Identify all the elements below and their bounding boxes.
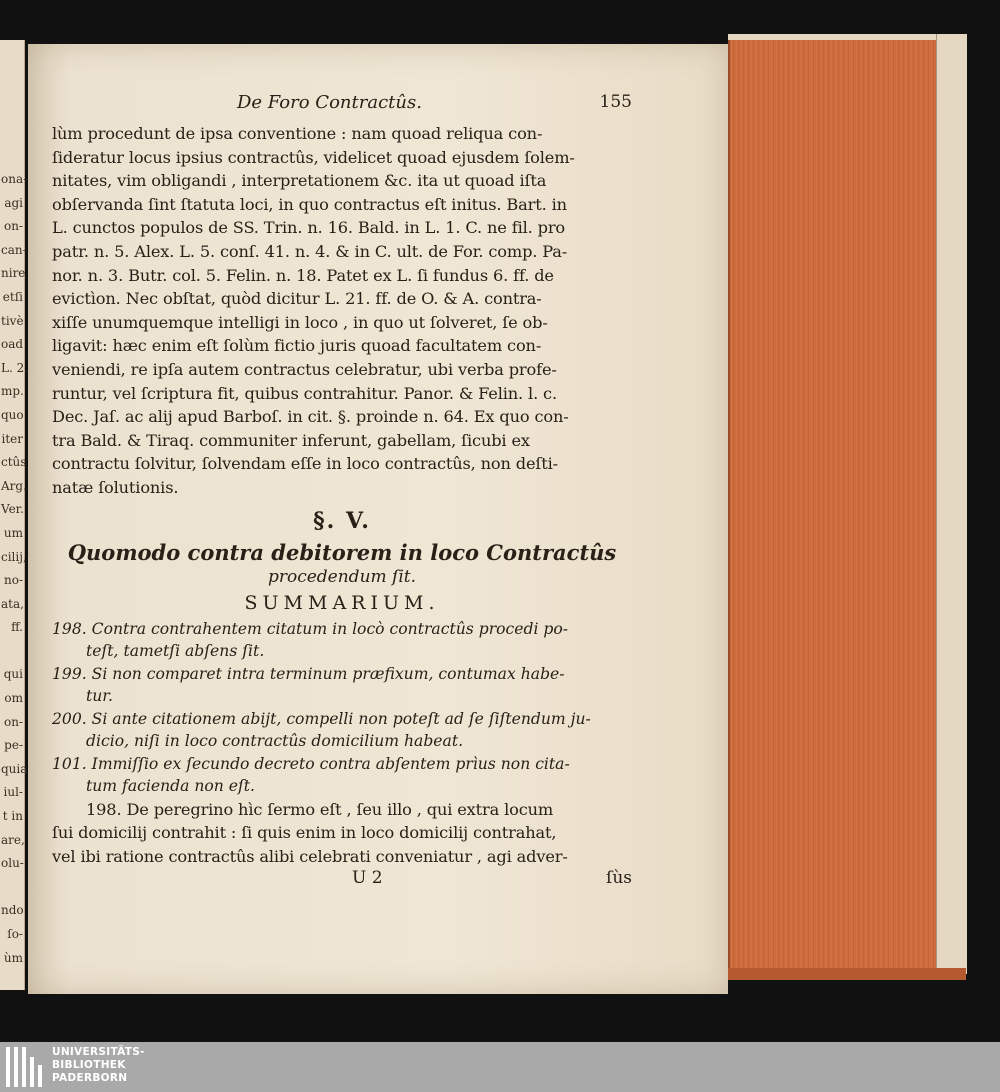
previous-page-fragment: mp.	[1, 384, 24, 399]
previous-page-fragment	[1, 876, 23, 900]
page-header	[52, 92, 632, 122]
body-paragraph-bottom	[52, 798, 632, 869]
text-line: veniendi, re ipſa autem contractus celebratur, ubi verba profe-	[52, 359, 557, 379]
text-line: runtur, vel ſcriptura fit, quibus contrahitur. Panor. & Felin. l. c.	[52, 383, 557, 403]
text-line: xiſſe unumquemque intelligi in loco , in quo ut ſolveret, ſe ob-	[52, 312, 548, 332]
summarium-title: SUMMARIUM.	[244, 591, 440, 614]
previous-page-fragment: no-	[3, 573, 23, 588]
text-line: nitates, vim obligandi , interpretationem &c. ita ut quoad iſta	[52, 171, 547, 191]
previous-page-fragment: ata,	[1, 596, 24, 611]
previous-page-fragment: ndo	[1, 903, 24, 918]
text-line: natæ ſolutionis.	[52, 477, 179, 497]
previous-page-fragment: cilij,	[1, 549, 27, 564]
previous-page-fragment: iter	[1, 431, 23, 446]
page-text	[52, 92, 632, 892]
text-line: ſui domicilij contrahit : ſi quis enim in loco domicilij contrahat,	[52, 823, 557, 843]
library-name-line-3: PADERBORN	[52, 1072, 128, 1084]
signature-mark: U 2	[352, 868, 383, 889]
previous-page-fragment	[1, 640, 23, 664]
previous-page-fragment: qui	[3, 667, 23, 682]
text-line: vel ibi ratione contractûs alibi celebrati conveniatur , agi adver-	[52, 846, 568, 866]
previous-page-fragment: ff.	[11, 620, 23, 635]
previous-page-fragment: ona-	[1, 172, 28, 186]
previous-page-fragment: quo	[1, 407, 24, 422]
library-name	[52, 1046, 145, 1085]
running-head: De Foro Contractûs.	[237, 92, 422, 113]
previous-page-fragment: um	[3, 525, 23, 540]
text-line: Dec. Jaſ. ac alij apud Barboſ. in cit. §. proinde n. 64. Ex quo con-	[52, 407, 569, 427]
summary-line: 200. Si ante citationem abijt, compelli non poteſt ad ſe ſiſtendum ju-	[52, 709, 591, 728]
page-edges	[728, 40, 942, 970]
previous-page-fragment: can-	[1, 242, 27, 257]
previous-page-fragment: ſo-	[7, 927, 23, 941]
previous-page-fragment: t in	[2, 809, 23, 824]
summary-line: 101. Immiſſio ex ſecundo decreto contra abſentem prìus non cita-	[52, 754, 570, 773]
summary-line: 199. Si non comparet intra terminum præfixum, contumax habe-	[52, 664, 565, 683]
text-line: 198. De peregrino hìc ſermo eſt , ſeu illo , qui extra locum	[86, 799, 554, 819]
previous-page-fragment: iul-	[3, 785, 23, 800]
text-line: nor. n. 3. Butr. col. 5. Felin. n. 18. Patet ex L. ſi fundus 6. ff. de	[52, 265, 554, 285]
previous-page-fragment: etſi	[2, 289, 23, 304]
text-line: patr. n. 5. Alex. L. 5. conſ. 41. n. 4. & in C. ult. de For. comp. Pa-	[52, 241, 568, 261]
text-line: tra Bald. & Tiraq. communiter inferunt, gabellam, ſicubi ex	[52, 430, 530, 450]
previous-page-fragment: are,	[1, 832, 25, 847]
previous-page-fragment: on-	[3, 219, 23, 234]
text-line: evictìon. Nec obſtat, quòd dicitur L. 21. ff. de O. & A. contra-	[52, 289, 542, 309]
catchword: ſùs	[606, 868, 632, 889]
previous-page-fragment: pe-	[4, 738, 23, 753]
library-banner	[0, 1042, 1000, 1092]
text-line: ſideratur locus ipsius contractûs, videlicet quoad ejusdem ſolem-	[52, 147, 575, 167]
previous-page-fragment: tivè	[1, 313, 24, 328]
previous-page-fragment: Arg.	[1, 478, 27, 493]
previous-page-fragment: Ver.	[1, 502, 24, 517]
text-line: lùm procedunt de ipsa conventione : nam quoad reliqua con-	[52, 124, 543, 143]
book-cover-edge	[936, 34, 967, 974]
library-name-line-2: BIBLIOTHEK	[52, 1059, 126, 1071]
text-line: obſervanda ſint ſtatuta loci, in quo contractus eſt initus. Bart. in	[52, 194, 567, 214]
previous-page-text-fragments	[1, 168, 29, 970]
previous-page-fragment: om	[4, 691, 23, 706]
library-logo-icon	[6, 1047, 44, 1087]
text-line: contractu ſolvitur, ſolvendam eſſe in loco contractûs, non deſti-	[52, 454, 558, 474]
text-line: L. cunctos populos de SS. Trin. n. 16. Bald. in L. 1. C. ne fil. pro	[52, 218, 566, 238]
text-line: ligavit: hæc enim eſt ſolùm fictio juris quoad facultatem con-	[52, 336, 542, 356]
page-footer	[52, 868, 632, 892]
summary-line: tum facienda non eſt.	[86, 777, 256, 795]
summary-line: 198. Contra contrahentem citatum in locò contractûs procedi po-	[52, 619, 569, 638]
previous-page-fragment: on-	[3, 714, 23, 729]
previous-page-fragment: olu-	[1, 856, 24, 871]
previous-page-fragment: agi	[4, 195, 23, 210]
previous-page-fragment: oad	[1, 337, 24, 352]
summary-line: tur.	[86, 687, 114, 705]
section-heading: Quomodo contra debitorem in loco Contractûs	[67, 539, 617, 565]
summary-list	[52, 618, 632, 798]
previous-page-fragment: nire	[1, 266, 26, 281]
previous-page-edge	[0, 40, 29, 990]
section-heading-continued: procedendum ſit.	[267, 566, 417, 587]
body-paragraph-top	[52, 122, 632, 500]
summary-line: teſt, tametſi abſens ſit.	[86, 642, 265, 660]
summary-line: dicio, niſi in loco contractûs domicilium habeat.	[86, 732, 464, 750]
library-name-line-1: UNIVERSITÄTS-	[52, 1046, 145, 1058]
page-number: 155	[599, 92, 632, 112]
previous-page-fragment: ùm	[3, 950, 23, 965]
previous-page-fragment: ctûs	[1, 455, 27, 470]
previous-page-fragment: quia	[1, 761, 28, 776]
page-edges-bottom	[728, 968, 966, 980]
previous-page-fragment: L. 2.	[1, 360, 29, 375]
section-number: §. V.	[313, 507, 371, 534]
